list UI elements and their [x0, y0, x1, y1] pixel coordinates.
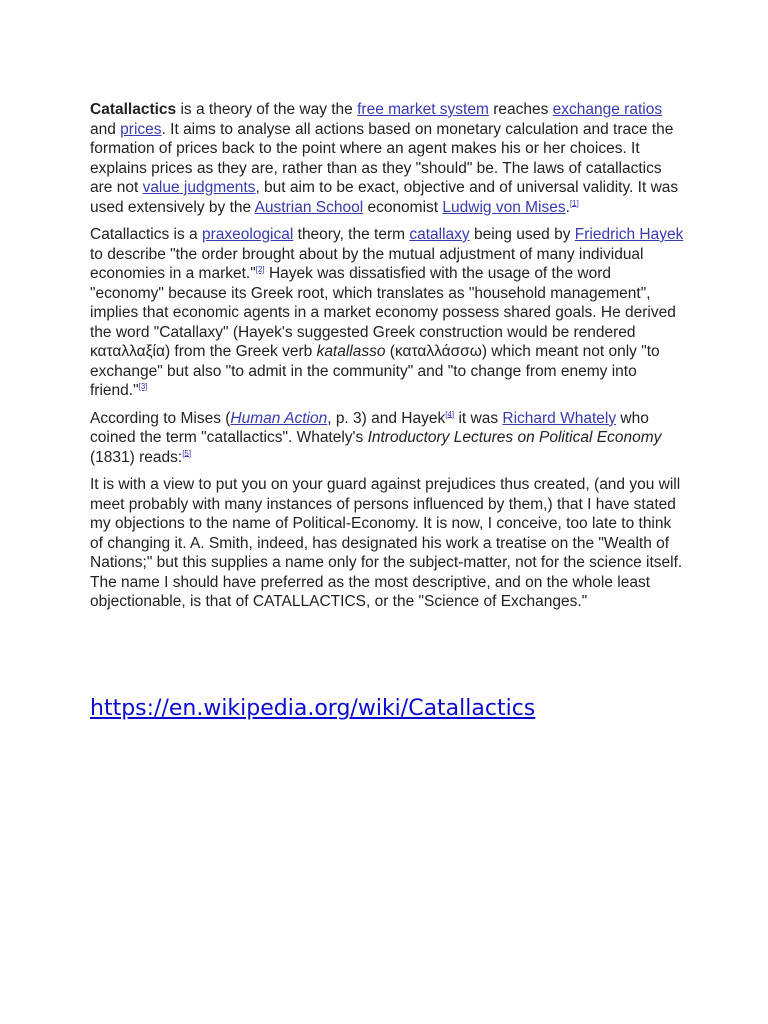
text-span: and [90, 120, 121, 138]
link-catallaxy[interactable]: catallaxy [409, 226, 470, 243]
text-span: Hayek was dissatisfied with the usage of the word "economy" because its Greek root, which translates as "household management", implies that economic agents in a market economy possess shared goals. He derived the word "Catallaxy" (Hayek's suggested Greek construction would be rendered καταλλαξία) from the Greek verb [90, 265, 676, 360]
paragraph-origin [90, 409, 684, 468]
term-catallactics: Catallactics [90, 101, 177, 118]
text-span: According to Mises ( [90, 409, 231, 427]
footnote-ref-2[interactable]: [2] [255, 264, 265, 274]
footnote-ref-1[interactable]: [1] [569, 198, 579, 208]
paragraph-intro [90, 100, 684, 217]
article-body [90, 100, 684, 620]
source-url-block [90, 695, 535, 723]
text-span: reaches [488, 101, 553, 118]
link-free-market-system[interactable]: free market system [357, 101, 489, 118]
link-friedrich-hayek[interactable]: Friedrich Hayek [574, 226, 684, 243]
link-human-action[interactable]: Human Action [230, 409, 328, 427]
link-prices[interactable]: prices [120, 120, 162, 138]
text-span: (καταλλάσσω) which meant not only "to exchange" but also "to admit in the community" and "to change from enemy into friend." [90, 343, 660, 399]
link-value-judgments[interactable]: value judgments [142, 179, 256, 196]
text-span: Catallactics is a [90, 226, 202, 243]
text-span: it was [454, 409, 503, 427]
text-span: theory, the term [293, 226, 410, 243]
footnote-ref-4[interactable]: [4] [445, 409, 455, 419]
link-richard-whately[interactable]: Richard Whately [502, 409, 617, 427]
text-span: , but aim to be exact, objective and of universal validity. It was used extensively by the [90, 179, 679, 216]
text-span: , p. 3) and Hayek [327, 409, 446, 427]
text-span: economist [363, 198, 443, 216]
text-span: (1831) reads: [90, 448, 183, 466]
text-span: who coined the term "catallactics". Whately's [90, 409, 649, 446]
term-katallasso: katallasso [316, 343, 386, 360]
link-austrian-school[interactable]: Austrian School [254, 198, 364, 216]
link-ludwig-von-mises[interactable]: Ludwig von Mises [442, 198, 566, 216]
paragraph-quote: It is with a view to put you on your guard against prejudices thus created, (and you will meet probably with many instances of persons influenced by them,) that I have stated my objections to the name of Political-Economy. It is now, I conceive, too late to think of changing it. A. Smith, indeed, has designated his work a treatise on the "Wealth of Nations;" but this supplies a name only for the subject-matter, not for the science itself. The name I should have preferred as the most descriptive, and on the whole least objectionable, is that of CATALLACTICS, or the "Science of Exchanges." [90, 476, 683, 610]
source-url-link[interactable]: https://en.wikipedia.org/wiki/Catallactics [90, 696, 536, 721]
footnote-ref-5[interactable]: [5] [182, 448, 192, 458]
text-span: being used by [469, 226, 575, 243]
text-span: . It aims to analyse all actions based on monetary calculation and trace the formation of prices back to the point where an agent makes his or her choices. It explains prices as they are, rather than as they "should" be. The laws of catallactics are not [90, 120, 674, 196]
paragraph-praxeology [90, 225, 684, 401]
link-exchange-ratios[interactable]: exchange ratios [552, 101, 663, 118]
text-span: to describe "the order brought about by the mutual adjustment of many individual economies in a market." [90, 245, 644, 282]
title-introductory-lectures: Introductory Lectures on Political Economy [367, 429, 662, 446]
link-praxeological[interactable]: praxeological [201, 226, 294, 243]
text-span: . [565, 198, 570, 216]
text-span: is a theory of the way the [176, 101, 358, 118]
footnote-ref-3[interactable]: [3] [138, 381, 148, 391]
